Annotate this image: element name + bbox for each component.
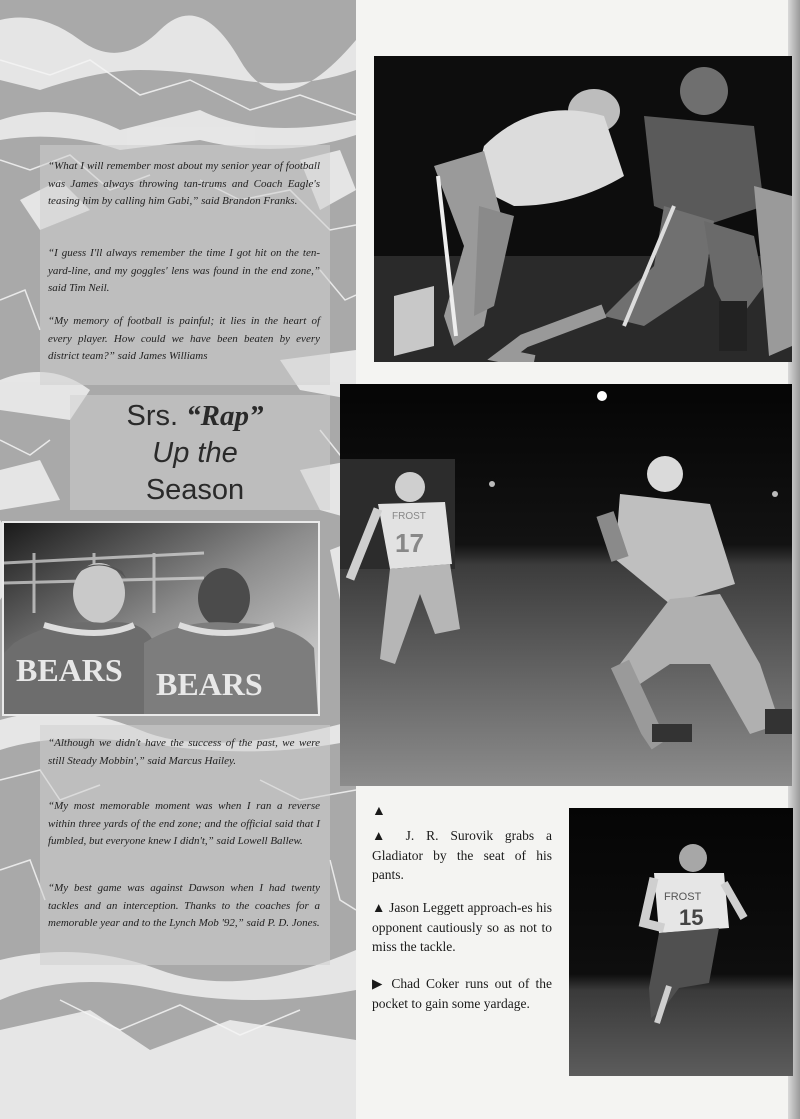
photo-surovik-grab bbox=[374, 56, 792, 362]
jersey-frost-mid: FROST bbox=[392, 511, 426, 522]
jersey-number-17: 17 bbox=[395, 528, 424, 558]
quote-pd-jones: “My best game was against Dawson when I had twenty tackles and an interception. Thanks to the coaches for a memorable year and to the Lynch Mob '92,” said P. D. Jones. bbox=[48, 882, 320, 929]
jersey-frost-small: FROST bbox=[664, 891, 702, 903]
headline-prefix: Srs. bbox=[126, 400, 187, 432]
jersey-bears-left: BEARS bbox=[16, 652, 123, 688]
quote-brandon-franks: “What I will remember most about my senior year of football was James always throwing tan-trums and Coach Eagle's teasing him by calling him Gabi,” said Brandon Franks. bbox=[48, 160, 320, 207]
photo-leggett-tackle bbox=[340, 384, 792, 786]
quote-lowell-ballew: “My most memorable moment was when I ran a reverse within three yards of the end zone; and the official said that I fumbled, but everyone knew I didn't,” said Lowell Ballew. bbox=[48, 800, 320, 847]
headline-line3: Season bbox=[145, 474, 245, 506]
caption-leggett: ▲ Jason Leggett approach-es his opponent cautiously so as not to miss the tackle. bbox=[372, 900, 552, 954]
headline bbox=[60, 398, 330, 509]
quote-marcus-hailey: “Although we didn't have the success of the past, we were still Steady Mobbin',” said Marcus Hailey. bbox=[48, 737, 320, 767]
photo-two-players-bears bbox=[2, 521, 320, 716]
jersey-bears-right: BEARS bbox=[156, 666, 263, 702]
caption-pointer-up: ▲ bbox=[372, 804, 386, 819]
headline-line2: Up the bbox=[152, 437, 238, 469]
quote-tim-neil: “I guess I'll always remember the time I got hit on the ten-yard-line, and my goggles' lens was found in the end zone,” said Tim Neil. bbox=[48, 247, 320, 294]
headline-rap: “Rap” bbox=[186, 400, 264, 432]
caption-surovik: ▲ J. R. Surovik grabs a Gladiator by the seat of his pants. bbox=[372, 828, 552, 882]
photo-coker-run bbox=[569, 808, 793, 1076]
quote-james-williams: “My memory of football is painful; it lies in the heart of every player. How could we have been beaten by every district team?” said James Williams bbox=[48, 315, 320, 362]
caption-coker: ▶ Chad Coker runs out of the pocket to gain some yardage. bbox=[372, 976, 552, 1011]
jersey-number-15: 15 bbox=[679, 905, 704, 930]
